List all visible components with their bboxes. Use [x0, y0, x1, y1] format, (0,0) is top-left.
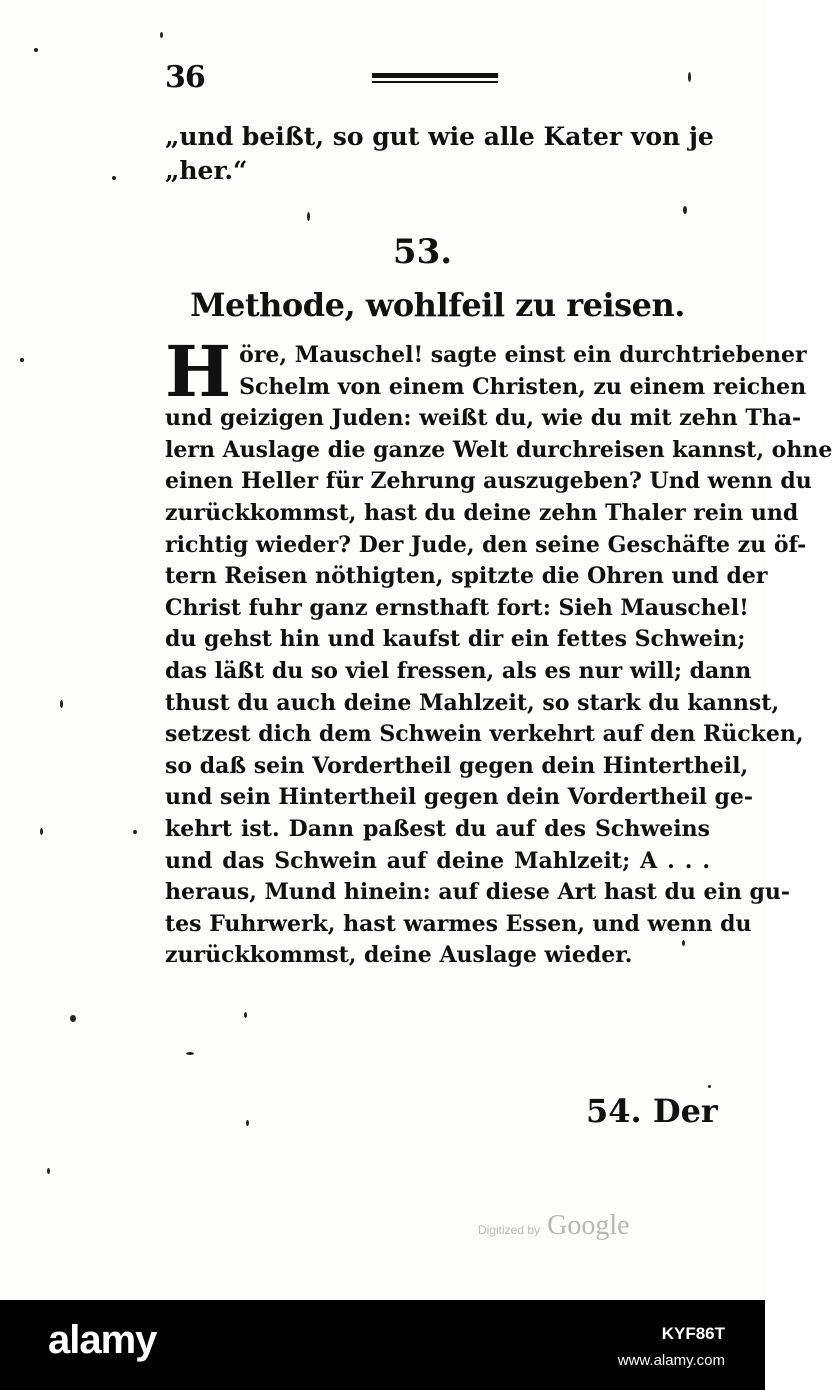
text-line: zurückkommst, hast du deine zehn Thaler rein und: [165, 499, 799, 526]
text-line: öre, Mauschel! sagte einst ein durchtriebener: [239, 342, 807, 368]
text-line: richtig wieder? Der Jude, den seine Geschäfte zu öf-: [165, 531, 807, 558]
text-line: thust du auch deine Mahlzeit, so stark du kannst,: [165, 689, 780, 716]
scan-speck: [20, 358, 24, 362]
digitized-by-google-watermark: [478, 1210, 630, 1242]
text-line: einen Heller für Zehrung auszugeben? Und wenn du: [165, 468, 812, 495]
carry-over-line: „und beißt, so gut wie alle Kater von je: [165, 122, 714, 151]
scan-speck: [246, 1120, 249, 1126]
scan-speck: [112, 176, 116, 180]
watermark-prefix: Digitized by: [478, 1223, 541, 1237]
text-line: du gehst hin und kaufst dir ein fettes Schwein;: [165, 626, 746, 653]
text-line: kehrt ist. Dann paßest du auf des Schweins: [165, 815, 710, 842]
header-rule: [372, 73, 498, 83]
section-title: Methode, wohlfeil zu reisen.: [190, 286, 685, 324]
scan-speck: [244, 1012, 247, 1018]
text-line: das läßt du so viel fressen, als es nur will; dann: [165, 657, 752, 684]
scan-speck: [682, 940, 685, 946]
scan-speck: [186, 1052, 194, 1055]
section-number: 53.: [392, 232, 453, 272]
scan-speck: [683, 206, 687, 214]
carry-over-text: [165, 120, 714, 188]
scan-speck: [60, 700, 63, 708]
scan-speck: [160, 32, 163, 38]
text-line: setzest dich dem Schwein verkehrt auf den Rücken,: [165, 721, 804, 748]
scan-speck: [133, 830, 137, 834]
text-line: und sein Hintertheil gegen dein Vordertheil ge-: [165, 784, 753, 811]
alamy-logo: alamy: [48, 1318, 157, 1362]
scan-speck: [688, 72, 691, 82]
scan-speck: [307, 212, 310, 221]
catchword: 54. Der: [586, 1092, 718, 1130]
scan-speck: [40, 828, 43, 835]
footer-url: www.alamy.com: [617, 1352, 725, 1369]
image-code: KYF86T: [661, 1324, 725, 1343]
scan-speck: [708, 1085, 711, 1088]
scan-speck: [34, 48, 38, 52]
text-line: lern Auslage die ganze Welt durchreisen kannst, ohne: [165, 436, 832, 463]
text-line: zurückkommst, deine Auslage wieder.: [165, 942, 633, 969]
text-line: Christ fuhr ganz ernsthaft fort: Sieh Mauschel!: [165, 594, 749, 621]
text-line: heraus, Mund hinein: auf diese Art hast du ein gu-: [165, 879, 791, 906]
text-line: und das Schwein auf deine Mahlzeit; A . . .: [165, 847, 710, 874]
text-line: Schelm von einem Christen, zu einem reichen: [239, 373, 807, 400]
text-line: so daß sein Vordertheil gegen dein Hintertheil,: [165, 752, 749, 779]
text-line: und geizigen Juden: weißt du, wie du mit zehn Tha-: [165, 405, 802, 432]
carry-over-line: „her.“: [165, 156, 248, 185]
drop-cap: H: [165, 330, 232, 413]
text-line: tes Fuhrwerk, hast warmes Essen, und wenn du: [165, 910, 752, 937]
google-logo: Google: [547, 1210, 630, 1241]
body-paragraph: [165, 330, 832, 972]
text-line: tern Reisen nöthigten, spitzte die Ohren und der: [165, 563, 768, 590]
scan-speck: [70, 1015, 76, 1022]
page-number: 36: [165, 60, 205, 95]
scan-speck: [47, 1168, 50, 1174]
stock-footer-bar: [0, 1300, 765, 1390]
